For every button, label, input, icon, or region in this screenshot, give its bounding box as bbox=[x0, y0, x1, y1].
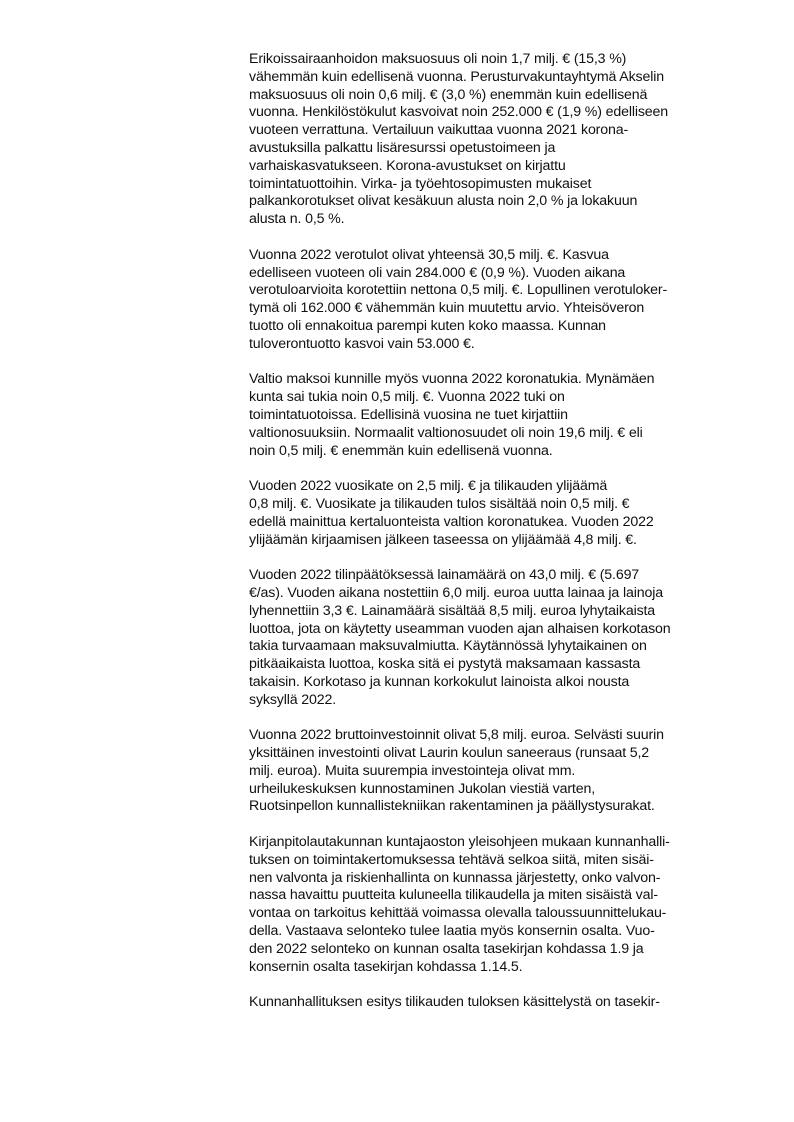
text-line: edelliseen vuoteen oli vain 284.000 € (0,9 %). Vuoden aikana bbox=[249, 264, 626, 281]
text-line: Vuonna 2022 bruttoinvestoinnit olivat 5,8 milj. euroa. Selvästi suurin bbox=[249, 727, 664, 744]
text-line: verotuloarvioita korotettiin nettona 0,5 milj. €. Lopullinen verotuloker- bbox=[249, 282, 668, 299]
text-line: maksuosuus oli noin 0,6 milj. € (3,0 %) enemmän kuin edellisenä bbox=[249, 86, 648, 103]
text-line: yksittäinen investointi olivat Laurin koulun saneeraus (runsaat 5,2 bbox=[249, 745, 650, 762]
text-line: edellä mainittua kertaluonteista valtion koronatukea. Vuoden 2022 bbox=[249, 513, 654, 530]
text-line: takaisin. Korkotaso ja kunnan korkokulut lainoista alkoi nousta bbox=[249, 673, 630, 690]
text-line: kunta sai tukia noin 0,5 milj. €. Vuonna 2022 tuki on bbox=[249, 389, 565, 406]
text-line: Valtio maksoi kunnille myös vuonna 2022 koronatukia. Mynämäen bbox=[249, 371, 655, 388]
text-line: 0,8 milj. €. Vuosikate ja tilikauden tulos sisältää noin 0,5 milj. € bbox=[249, 495, 630, 512]
text-line: della. Vastaava selonteko tulee laatia myös konsernin osalta. Vuo- bbox=[249, 923, 655, 940]
text-line: Vuoden 2022 vuosikate on 2,5 milj. € ja tilikauden ylijäämä bbox=[249, 478, 608, 495]
text-line: tymä oli 162.000 € vähemmän kuin muutettu arvio. Yhteisöveron bbox=[249, 300, 645, 317]
text-line: palkankorotukset olivat kesäkuun alusta noin 2,0 % ja lokakuun bbox=[249, 193, 638, 210]
text-line: valtionosuuksiin. Normaalit valtionosuudet oli noin 19,6 milj. € eli bbox=[249, 424, 643, 441]
text-line: urheilukeskuksen kunnostaminen Jukolan viestiä varten, bbox=[249, 780, 595, 797]
text-line: vuoteen verrattuna. Vertailuun vaikuttaa vuonna 2021 korona- bbox=[249, 122, 629, 139]
text-line: tuotto oli ennakoitua parempi kuten koko maassa. Kunnan bbox=[249, 317, 606, 334]
paragraph-8 bbox=[249, 994, 749, 1012]
paragraph-2 bbox=[249, 247, 749, 354]
text-line: varhaiskasvatukseen. Korona-avustukset on kirjattu bbox=[249, 157, 566, 174]
text-line: Erikoissairaanhoidon maksuosuus oli noin 1,7 milj. € (15,3 %) bbox=[249, 51, 627, 67]
text-line: tuloverontuotto kasvoi vain 53.000 €. bbox=[249, 335, 475, 352]
text-line: avustuksilla palkattu lisäresurssi opetustoimeen ja bbox=[249, 139, 556, 156]
text-line: milj. euroa). Muita suurempia investointeja olivat mm. bbox=[249, 762, 576, 779]
text-line: vuonna. Henkilöstökulut kasvoivat noin 252.000 € (1,9 %) edelliseen bbox=[249, 104, 668, 121]
paragraph-5 bbox=[249, 567, 749, 709]
text-line: takia turvaamaan maksuvalmiutta. Käytännössä lyhytaikainen on bbox=[249, 638, 647, 655]
text-line: luottoa, jota on käytetty useamman vuoden ajan alhaisen korkotason bbox=[249, 620, 671, 637]
text-line: alusta n. 0,5 %. bbox=[249, 211, 345, 228]
text-line: €/as). Vuoden aikana nostettiin 6,0 milj. euroa uutta lainaa ja lainoja bbox=[249, 584, 663, 601]
paragraph-1 bbox=[249, 51, 749, 229]
text-line: den 2022 selonteko on kunnan osalta tasekirjan kohdassa 1.9 ja bbox=[249, 940, 644, 957]
text-line: ylijäämän kirjaamisen jälkeen taseessa on ylijäämää 4,8 milj. €. bbox=[249, 531, 637, 548]
text-line: nen valvonta ja riskienhallinta on kunnassa järjestetty, onko valvon- bbox=[249, 869, 661, 886]
text-line: syksyllä 2022. bbox=[249, 691, 337, 708]
paragraph-6 bbox=[249, 727, 749, 816]
paragraph-7 bbox=[249, 834, 749, 976]
text-line: lyhennettiin 3,3 €. Lainamäärä sisältää 8,5 milj. euroa lyhytaikaista bbox=[249, 602, 656, 619]
document-body bbox=[249, 51, 749, 1030]
text-line: pitkäaikaista luottoa, koska sitä ei pystytä maksamaan kassasta bbox=[249, 656, 641, 673]
text-line: Kirjanpitolautakunnan kuntajaoston yleisohjeen mukaan kunnanhalli- bbox=[249, 834, 670, 851]
text-line: vähemmän kuin edellisenä vuonna. Perusturvakuntayhtymä Akselin bbox=[249, 68, 664, 85]
text-line: konsernin osalta tasekirjan kohdassa 1.14.5. bbox=[249, 958, 523, 975]
text-line: toimintatuottoihin. Virka- ja työehtosopimusten mukaiset bbox=[249, 175, 592, 192]
text-line: toimintatuotoissa. Edellisinä vuosina ne tuet kirjattiin bbox=[249, 406, 568, 423]
paragraph-4 bbox=[249, 478, 749, 549]
text-line: Vuonna 2022 verotulot olivat yhteensä 30,5 milj. €. Kasvua bbox=[249, 246, 609, 263]
text-line: nassa havaittu puutteita kuluneella tilikaudella ja miten sisäistä val- bbox=[249, 887, 658, 904]
text-line: tuksen on toimintakertomuksessa tehtävä selkoa siitä, miten sisäi- bbox=[249, 851, 654, 868]
paragraph-3 bbox=[249, 371, 749, 460]
text-line: noin 0,5 milj. € enemmän kuin edellisenä vuonna. bbox=[249, 442, 553, 459]
text-line: Kunnanhallituksen esitys tilikauden tuloksen käsittelystä on tasekir- bbox=[249, 994, 660, 1011]
text-line: Ruotsinpellon kunnallistekniikan rakentaminen ja päällystysurakat. bbox=[249, 798, 655, 815]
text-line: Vuoden 2022 tilinpäätöksessä lainamäärä on 43,0 milj. € (5.697 bbox=[249, 567, 640, 584]
text-line: vontaa on tarkoitus kehittää voimassa olevalla taloussuunnittelukau- bbox=[249, 905, 667, 922]
